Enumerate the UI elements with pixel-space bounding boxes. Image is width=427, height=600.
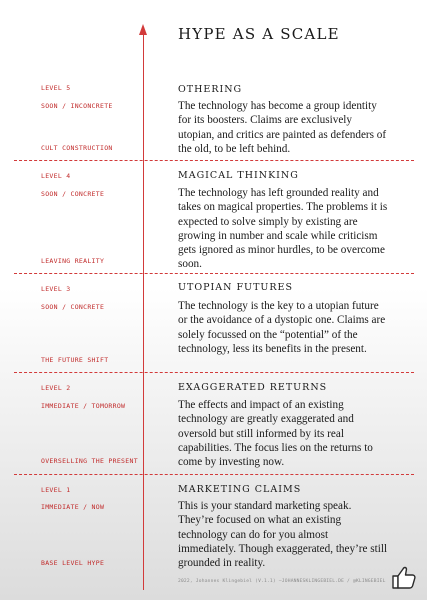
level-tag: OVERSELLING THE PRESENT (41, 457, 138, 465)
level-description: The technology has become a group identity for its boosters. Claims are exclusively utopian, and critics are painted as defenders of the old, to be left behind. (178, 100, 387, 155)
page-title: HYPE AS A SCALE (178, 25, 340, 43)
level-heading: EXAGGERATED RETURNS (178, 382, 328, 393)
level-tag: CULT CONSTRUCTION (41, 144, 113, 152)
level-description: The technology has left grounded reality and takes on magical properties. The problems it is expected to solve simply by existing are growing in number and scale while criticism gets ignored as minor hurdles, to be overcome soon. (178, 187, 388, 271)
level-timing: SOON / CONCRETE (41, 190, 105, 198)
level-tag: THE FUTURE SHIFT (41, 356, 109, 364)
level-divider (14, 160, 414, 161)
level-description: This is your standard marketing speak. They’re focused on what an existing technology can do for you almost immediately. Though exaggerated, they’re still grounded in reality. (178, 500, 388, 570)
level-divider (14, 372, 414, 373)
level-description: The effects and impact of an existing technology are greatly exaggerated and oversold but still informed by its real capabilities. The focus lies on the returns to come by investing now. (178, 399, 373, 469)
level-number: LEVEL 5 (41, 84, 71, 92)
level-divider (14, 273, 414, 274)
level-number: LEVEL 4 (41, 172, 71, 180)
level-description: The technology is the key to a utopian future or the avoidance of a dystopic one. Claims are solely focussed on the “potential” of the technology, less its benefits in the present. (178, 300, 386, 355)
level-timing: SOON / CONCRETE (41, 303, 105, 311)
level-tag: LEAVING REALITY (41, 257, 105, 265)
level-heading: UTOPIAN FUTURES (178, 282, 294, 293)
level-number: LEVEL 2 (41, 384, 71, 392)
level-number: LEVEL 3 (41, 285, 71, 293)
scale-axis-line (143, 34, 144, 590)
level-timing: IMMEDIATE / NOW (41, 503, 105, 511)
level-heading: MARKETING CLAIMS (178, 484, 302, 495)
level-tag: BASE LEVEL HYPE (41, 559, 105, 567)
arrow-up-icon (139, 24, 147, 35)
thumbs-up-icon (390, 563, 418, 591)
level-divider (14, 474, 414, 475)
level-number: LEVEL 1 (41, 486, 71, 494)
level-heading: MAGICAL THINKING (178, 170, 299, 181)
level-timing: IMMEDIATE / TOMORROW (41, 402, 126, 410)
level-timing: SOON / INCONCRETE (41, 102, 113, 110)
credit-line: 2022, Johannes Klingebiel (V.1.1) —JOHANNESKLINGEBIEL.DE / @KLINGEBIEL (178, 579, 386, 584)
level-heading: OTHERING (178, 84, 243, 95)
